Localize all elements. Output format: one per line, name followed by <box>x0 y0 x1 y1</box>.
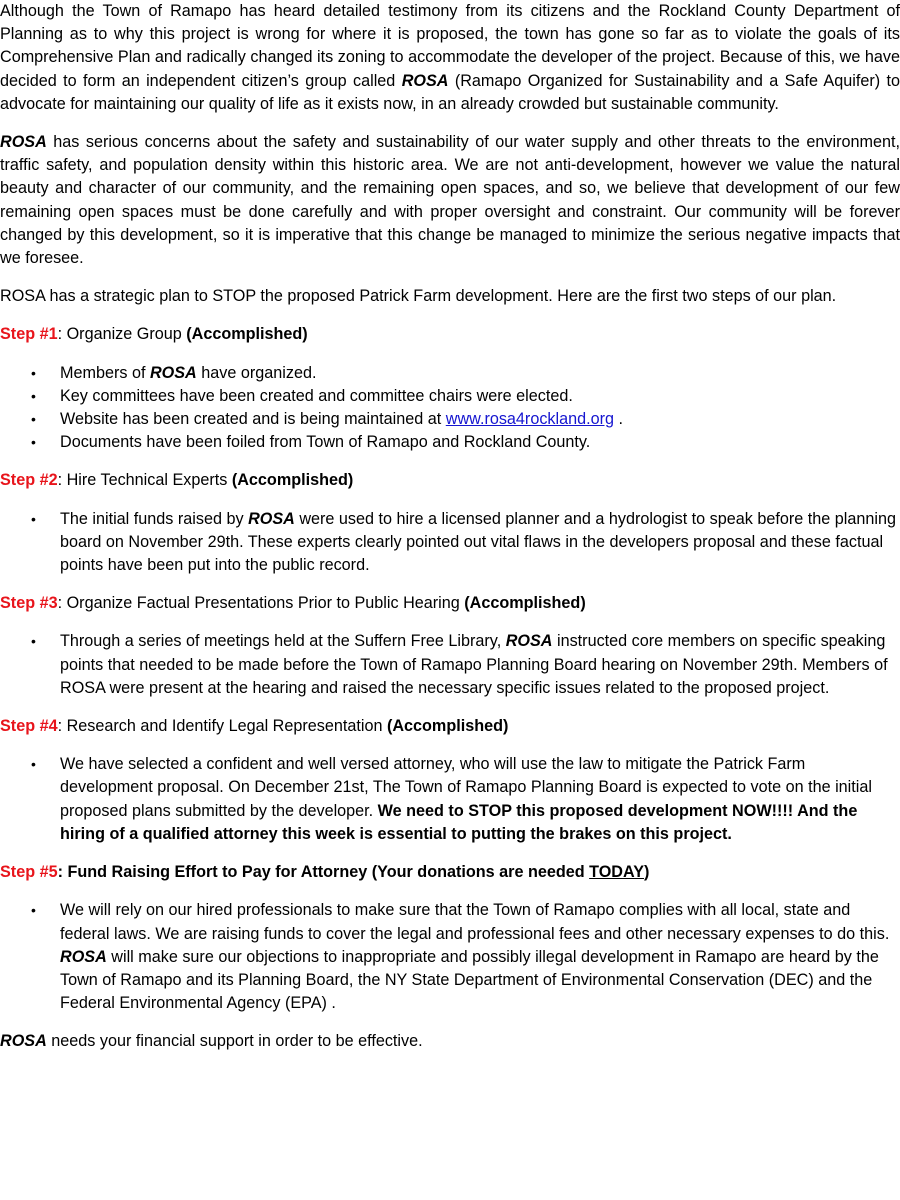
step-5-sep: : <box>57 863 68 882</box>
list-item <box>0 385 900 408</box>
list-item <box>0 899 900 1015</box>
step-5-title: Fund Raising Effort to Pay for Attorney (Your donations are needed <box>67 863 590 882</box>
website-link[interactable]: www.rosa4rockland.org <box>445 410 615 429</box>
closing-text: needs your financial support in order to be effective. <box>46 1032 423 1051</box>
p1-text-b: (Ramapo Organized for Sustainability and a Safe Aquifer) to advocate for maintaining our quality of life as it exists now, in an already crowded but sustainable community. <box>0 71 900 113</box>
bullet-text: have organized. <box>196 363 317 382</box>
p1-text-a: Although the Town of Ramapo has heard detailed testimony from its citizens and the Rockland County Department of Planning as to why this project is wrong for where it is proposed, the town has gone so far as to violate the goals of its Comprehensive Plan and radically changed its zoning to accommodate the developer of the project. Because of this, we have decided to form an independent citizen’s group called <box>0 2 900 90</box>
step-3-list <box>0 630 900 700</box>
step-4-label: Step #4 <box>0 717 58 736</box>
bullet-text: were used to hire a licensed planner and a hydrologist to speak before the planning board on November 29th. These experts clearly pointed out vital flaws in the developers proposal and these factual points have been put into the public record. <box>60 509 896 575</box>
step-1-label: Step #1 <box>0 325 58 344</box>
bullet-icon: • <box>31 434 36 451</box>
rosa-name: ROSA <box>401 71 449 90</box>
step-5-close: ) <box>644 863 650 882</box>
list-item <box>0 431 900 454</box>
intro-paragraph-3: ROSA has a strategic plan to STOP the proposed Patrick Farm development. Here are the first two steps of our plan. <box>0 287 837 306</box>
bullet-text: . <box>614 410 624 429</box>
step-3-sep: : <box>57 594 67 613</box>
step-2-status: (Accomplished) <box>231 471 354 490</box>
step-2-heading <box>0 469 900 492</box>
step-1-list <box>0 362 900 455</box>
bullet-text: instructed core members on specific speaking points that needed to be made before the Town of Ramapo Planning Board hearing on November 29th. Members of ROSA were present at the hearing and raised the necessary specific issues related to the proposed project. <box>60 632 888 697</box>
bullet-icon: • <box>31 510 36 527</box>
rosa-name: ROSA <box>248 509 295 528</box>
step-1-title: Organize Group <box>66 325 187 344</box>
bullet-text: We will rely on our hired professionals to make sure that the Town of Ramapo complies with all local, state and federal laws. We are raising funds to cover the legal and professional fees and other necessary expenses to do this. <box>60 901 890 943</box>
step-4-heading <box>0 715 900 738</box>
step-5-list <box>0 899 900 1015</box>
bullet-text: Website has been created and is being maintained at <box>60 410 446 429</box>
list-item <box>0 362 900 385</box>
step-3-heading <box>0 592 900 615</box>
bullet-text: Documents have been foiled from Town of Ramapo and Rockland County. <box>60 433 591 452</box>
step-3-status: (Accomplished) <box>464 594 586 613</box>
list-item <box>0 508 900 578</box>
bullet-text: The initial funds raised by <box>60 509 249 528</box>
step-5-label: Step #5 <box>0 863 58 882</box>
bullet-icon: • <box>31 387 36 404</box>
step-2-list <box>0 508 900 578</box>
bullet-text: Members of <box>60 363 150 382</box>
bullet-icon: • <box>31 364 36 381</box>
p2-text: has serious concerns about the safety and sustainability of our water supply and other threats to the environment, traffic safety, and population density within this historic area. We are not anti-development, however we value the natural beauty and character of our community, and the remaining open spaces, and so, we believe that development of our few remaining open spaces must be done carefully and with proper oversight and constraint. Our community will be forever changed by this development, so it is imperative that this change be managed to minimize the serious negative impacts that we foresee. <box>0 133 900 268</box>
step-4-title: Research and Identify Legal Representation <box>66 717 387 736</box>
rosa-name: ROSA <box>0 1032 47 1051</box>
bullet-text: will make sure our objections to inappropriate and possibly illegal development in Ramapo are heard by the Town of Ramapo and its Planning Board, the NY State Department of Environmental Conservation (DEC) and the Federal Environmental Agency (EPA) . <box>60 947 879 1013</box>
bullet-icon: • <box>31 633 36 650</box>
step-3-label: Step #3 <box>0 594 58 613</box>
rosa-name: ROSA <box>60 947 107 966</box>
step-1-sep: : <box>57 325 67 344</box>
step-5-heading <box>0 861 900 884</box>
bullet-bold-text: We need to STOP this proposed development NOW!!!! And the hiring of a qualified attorney this week is essential to putting the brakes on this project. <box>60 801 858 843</box>
intro-paragraph-1 <box>0 0 900 116</box>
list-item <box>0 630 900 700</box>
step-4-status: (Accomplished) <box>386 717 509 736</box>
step-4-list <box>0 753 900 846</box>
bullet-text: Key committees have been created and committee chairs were elected. <box>60 386 573 405</box>
rosa-name: ROSA <box>149 363 197 382</box>
closing-line <box>0 1030 900 1053</box>
bullet-icon: • <box>31 756 36 773</box>
step-1-heading <box>0 323 900 346</box>
step-4-sep: : <box>57 717 67 736</box>
step-2-label: Step #2 <box>0 471 58 490</box>
rosa-name: ROSA <box>505 632 553 651</box>
step-1-status: (Accomplished) <box>186 325 308 344</box>
bullet-text: Through a series of meetings held at the Suffern Free Library, <box>60 632 506 651</box>
step-2-title: Hire Technical Experts <box>66 471 232 490</box>
rosa-name: ROSA <box>0 133 47 152</box>
list-item <box>0 408 900 431</box>
step-3-title: Organize Factual Presentations Prior to Public Hearing <box>66 594 465 613</box>
bullet-text: We have selected a confident and well versed attorney, who will use the law to mitigate the Patrick Farm development proposal. On December 21st, The Town of Ramapo Planning Board is expected to vote on the initial proposed plans submitted by the developer. <box>60 755 872 820</box>
step-2-sep: : <box>57 471 67 490</box>
bullet-icon: • <box>31 902 36 919</box>
bullet-icon: • <box>31 411 36 428</box>
list-item <box>0 753 900 846</box>
intro-paragraph-2 <box>0 131 900 270</box>
step-5-today: TODAY <box>589 863 645 882</box>
